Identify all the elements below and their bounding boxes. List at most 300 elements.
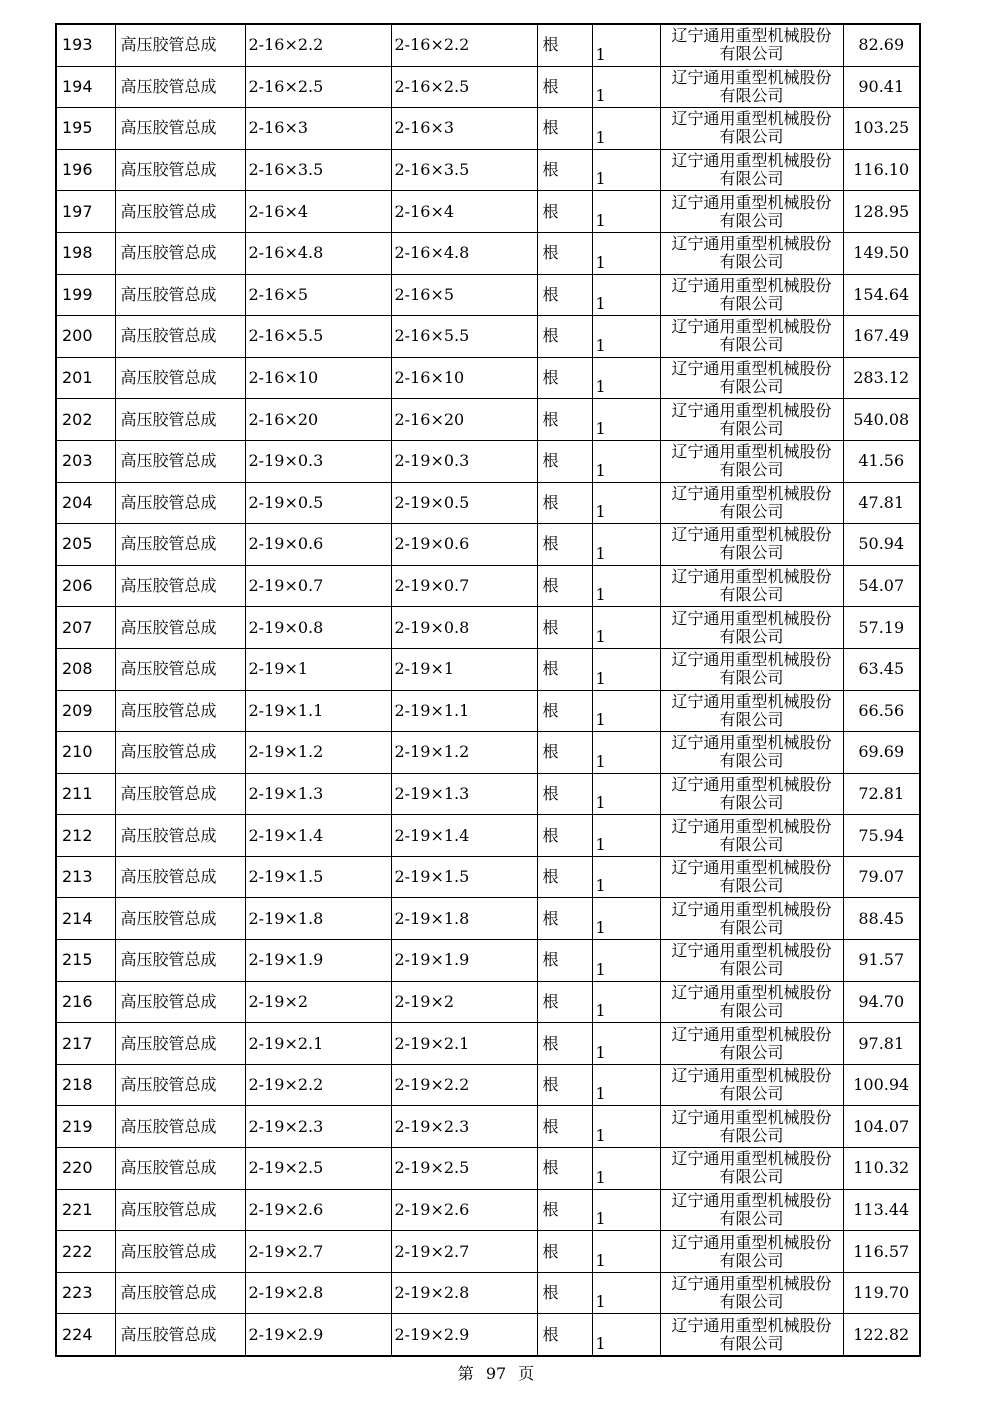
quantity-cell [592, 482, 660, 524]
price-cell: 90.41 [843, 66, 920, 108]
model-cell: 2-19×2.3 [391, 1106, 537, 1148]
manufacturer-cell [660, 316, 843, 358]
table-row [56, 565, 920, 607]
product-name-cell: 高压胶管总成 [115, 815, 245, 857]
manufacturer-line-1: 辽宁通用重型机械股份 [671, 234, 832, 254]
unit-cell: 根 [537, 607, 592, 649]
unit-cell: 根 [537, 399, 592, 441]
table-row [56, 898, 920, 940]
spec-cell: 2-19×0.6 [245, 524, 391, 566]
quantity-value: 1 [595, 377, 606, 397]
quantity-value: 1 [595, 751, 606, 771]
quantity-value: 1 [595, 210, 606, 230]
manufacturer-cell [660, 1023, 843, 1065]
row-number-cell: 195 [56, 108, 115, 150]
quantity-value: 1 [595, 418, 606, 438]
model-cell: 2-16×5 [391, 274, 537, 316]
quantity-cell [592, 1064, 660, 1106]
spec-cell: 2-16×20 [245, 399, 391, 441]
manufacturer-line-1: 辽宁通用重型机械股份 [671, 26, 832, 46]
row-number-cell: 213 [56, 856, 115, 898]
product-name-cell: 高压胶管总成 [115, 981, 245, 1023]
table-row [56, 1189, 920, 1231]
manufacturer-line-1: 辽宁通用重型机械股份 [671, 1066, 832, 1086]
spec-cell: 2-19×2 [245, 981, 391, 1023]
quantity-cell [592, 191, 660, 233]
page-label-suffix: 页 [518, 1364, 535, 1383]
model-cell: 2-19×1.8 [391, 898, 537, 940]
manufacturer-cell [660, 648, 843, 690]
price-cell: 128.95 [843, 191, 920, 233]
quantity-value: 1 [595, 1334, 606, 1353]
manufacturer-cell [660, 1064, 843, 1106]
spec-cell: 2-16×2.5 [245, 66, 391, 108]
row-number-cell: 196 [56, 149, 115, 191]
price-cell: 116.57 [843, 1231, 920, 1273]
manufacturer-line-1: 辽宁通用重型机械股份 [671, 275, 832, 295]
unit-cell: 根 [537, 1148, 592, 1190]
model-cell: 2-16×4.8 [391, 232, 537, 274]
quantity-cell [592, 399, 660, 441]
price-cell: 167.49 [843, 316, 920, 358]
table-row [56, 1314, 920, 1356]
spec-cell: 2-16×5.5 [245, 316, 391, 358]
quantity-cell [592, 981, 660, 1023]
model-cell: 2-19×1.5 [391, 856, 537, 898]
spec-cell: 2-16×2.2 [245, 24, 391, 66]
unit-cell: 根 [537, 981, 592, 1023]
manufacturer-line-1: 辽宁通用重型机械股份 [671, 608, 832, 628]
model-cell: 2-19×2.9 [391, 1314, 537, 1356]
row-number-cell: 212 [56, 815, 115, 857]
manufacturer-line-2: 有限公司 [719, 959, 784, 979]
spec-cell: 2-19×0.3 [245, 440, 391, 482]
page-footer [0, 1361, 992, 1384]
manufacturer-line-1: 辽宁通用重型机械股份 [671, 1024, 832, 1044]
product-name-cell: 高压胶管总成 [115, 565, 245, 607]
quantity-cell [592, 1231, 660, 1273]
quantity-cell [592, 1272, 660, 1314]
unit-cell: 根 [537, 732, 592, 774]
row-number-cell: 224 [56, 1314, 115, 1356]
price-table [55, 23, 921, 1357]
price-cell: 283.12 [843, 357, 920, 399]
manufacturer-line-2: 有限公司 [719, 418, 784, 438]
manufacturer-cell [660, 1148, 843, 1190]
spec-cell: 2-19×2.6 [245, 1189, 391, 1231]
row-number-cell: 200 [56, 316, 115, 358]
table-row [56, 856, 920, 898]
model-cell: 2-19×2.1 [391, 1023, 537, 1065]
price-cell: 100.94 [843, 1064, 920, 1106]
price-cell: 54.07 [843, 565, 920, 607]
model-cell: 2-19×0.3 [391, 440, 537, 482]
manufacturer-line-1: 辽宁通用重型机械股份 [671, 109, 832, 129]
spec-cell: 2-16×4 [245, 191, 391, 233]
quantity-cell [592, 232, 660, 274]
spec-cell: 2-19×1 [245, 648, 391, 690]
manufacturer-line-2: 有限公司 [719, 1167, 784, 1187]
manufacturer-cell [660, 482, 843, 524]
spec-cell: 2-19×1.1 [245, 690, 391, 732]
manufacturer-cell [660, 732, 843, 774]
quantity-cell [592, 856, 660, 898]
quantity-cell [592, 607, 660, 649]
unit-cell: 根 [537, 898, 592, 940]
model-cell: 2-16×2.2 [391, 24, 537, 66]
unit-cell: 根 [537, 1272, 592, 1314]
quantity-value: 1 [595, 585, 606, 605]
model-cell: 2-19×1.9 [391, 940, 537, 982]
price-cell: 104.07 [843, 1106, 920, 1148]
spec-cell: 2-19×2.3 [245, 1106, 391, 1148]
quantity-cell [592, 274, 660, 316]
manufacturer-line-1: 辽宁通用重型机械股份 [671, 567, 832, 587]
price-cell: 540.08 [843, 399, 920, 441]
row-number-cell: 198 [56, 232, 115, 274]
page-label-prefix: 第 [457, 1364, 474, 1383]
spec-cell: 2-16×4.8 [245, 232, 391, 274]
spec-cell: 2-19×0.8 [245, 607, 391, 649]
model-cell: 2-19×0.8 [391, 607, 537, 649]
unit-cell: 根 [537, 232, 592, 274]
model-cell: 2-19×1.2 [391, 732, 537, 774]
quantity-cell [592, 440, 660, 482]
manufacturer-line-1: 辽宁通用重型机械股份 [671, 858, 832, 878]
unit-cell: 根 [537, 565, 592, 607]
quantity-cell [592, 898, 660, 940]
manufacturer-cell [660, 232, 843, 274]
spec-cell: 2-19×2.8 [245, 1272, 391, 1314]
product-name-cell: 高压胶管总成 [115, 732, 245, 774]
row-number-cell: 210 [56, 732, 115, 774]
manufacturer-line-2: 有限公司 [719, 792, 784, 812]
table-row [56, 524, 920, 566]
manufacturer-line-2: 有限公司 [719, 626, 784, 646]
quantity-cell [592, 565, 660, 607]
row-number-cell: 205 [56, 524, 115, 566]
manufacturer-line-1: 辽宁通用重型机械股份 [671, 442, 832, 462]
manufacturer-line-2: 有限公司 [719, 709, 784, 729]
quantity-value: 1 [595, 460, 606, 480]
table-row [56, 357, 920, 399]
unit-cell: 根 [537, 1314, 592, 1356]
price-cell: 119.70 [843, 1272, 920, 1314]
price-cell: 47.81 [843, 482, 920, 524]
product-name-cell: 高压胶管总成 [115, 1148, 245, 1190]
price-cell: 79.07 [843, 856, 920, 898]
table-row [56, 274, 920, 316]
model-cell: 2-19×1.1 [391, 690, 537, 732]
quantity-cell [592, 357, 660, 399]
manufacturer-cell [660, 773, 843, 815]
spec-cell: 2-19×1.3 [245, 773, 391, 815]
spec-cell: 2-19×1.8 [245, 898, 391, 940]
table-row [56, 399, 920, 441]
product-name-cell: 高压胶管总成 [115, 357, 245, 399]
manufacturer-cell [660, 1189, 843, 1231]
quantity-value: 1 [595, 959, 606, 979]
manufacturer-line-2: 有限公司 [719, 1000, 784, 1020]
spec-cell: 2-16×3.5 [245, 149, 391, 191]
product-name-cell: 高压胶管总成 [115, 149, 245, 191]
row-number-cell: 222 [56, 1231, 115, 1273]
table-row [56, 940, 920, 982]
manufacturer-line-1: 辽宁通用重型机械股份 [671, 1149, 832, 1169]
spec-cell: 2-19×1.5 [245, 856, 391, 898]
product-name-cell: 高压胶管总成 [115, 856, 245, 898]
product-name-cell: 高压胶管总成 [115, 482, 245, 524]
price-cell: 110.32 [843, 1148, 920, 1190]
manufacturer-line-1: 辽宁通用重型机械股份 [671, 1190, 832, 1210]
price-cell: 82.69 [843, 24, 920, 66]
manufacturer-line-1: 辽宁通用重型机械股份 [671, 525, 832, 545]
table-row [56, 440, 920, 482]
manufacturer-cell [660, 1106, 843, 1148]
product-name-cell: 高压胶管总成 [115, 1231, 245, 1273]
table-row [56, 108, 920, 150]
manufacturer-line-1: 辽宁通用重型机械股份 [671, 982, 832, 1002]
manufacturer-line-1: 辽宁通用重型机械股份 [671, 733, 832, 753]
price-cell: 41.56 [843, 440, 920, 482]
table-row [56, 1023, 920, 1065]
manufacturer-line-1: 辽宁通用重型机械股份 [671, 941, 832, 961]
quantity-cell [592, 24, 660, 66]
quantity-value: 1 [595, 1250, 606, 1270]
manufacturer-cell [660, 357, 843, 399]
row-number-cell: 217 [56, 1023, 115, 1065]
spec-cell: 2-19×2.5 [245, 1148, 391, 1190]
table-row [56, 1231, 920, 1273]
table-row [56, 690, 920, 732]
model-cell: 2-19×1.4 [391, 815, 537, 857]
manufacturer-line-1: 辽宁通用重型机械股份 [671, 359, 832, 379]
manufacturer-line-1: 辽宁通用重型机械股份 [671, 899, 832, 919]
spec-cell: 2-19×2.2 [245, 1064, 391, 1106]
product-name-cell: 高压胶管总成 [115, 607, 245, 649]
price-cell: 69.69 [843, 732, 920, 774]
manufacturer-cell [660, 898, 843, 940]
price-cell: 113.44 [843, 1189, 920, 1231]
manufacturer-line-2: 有限公司 [719, 1250, 784, 1270]
model-cell: 2-19×2.2 [391, 1064, 537, 1106]
price-cell: 97.81 [843, 1023, 920, 1065]
row-number-cell: 214 [56, 898, 115, 940]
manufacturer-line-2: 有限公司 [719, 1333, 784, 1353]
model-cell: 2-19×0.7 [391, 565, 537, 607]
product-name-cell: 高压胶管总成 [115, 24, 245, 66]
manufacturer-cell [660, 1231, 843, 1273]
manufacturer-cell [660, 66, 843, 108]
quantity-cell [592, 690, 660, 732]
unit-cell: 根 [537, 856, 592, 898]
unit-cell: 根 [537, 1023, 592, 1065]
quantity-value: 1 [595, 294, 606, 314]
spec-cell: 2-19×1.2 [245, 732, 391, 774]
quantity-value: 1 [595, 626, 606, 646]
price-cell: 122.82 [843, 1314, 920, 1356]
manufacturer-line-2: 有限公司 [719, 668, 784, 688]
manufacturer-line-1: 辽宁通用重型机械股份 [671, 1107, 832, 1127]
row-number-cell: 199 [56, 274, 115, 316]
product-name-cell: 高压胶管总成 [115, 773, 245, 815]
product-name-cell: 高压胶管总成 [115, 1272, 245, 1314]
unit-cell: 根 [537, 648, 592, 690]
manufacturer-cell [660, 149, 843, 191]
table-row [56, 316, 920, 358]
quantity-cell [592, 316, 660, 358]
row-number-cell: 219 [56, 1106, 115, 1148]
product-name-cell: 高压胶管总成 [115, 1189, 245, 1231]
model-cell: 2-19×1.3 [391, 773, 537, 815]
manufacturer-line-1: 辽宁通用重型机械股份 [671, 192, 832, 212]
row-number-cell: 203 [56, 440, 115, 482]
manufacturer-cell [660, 399, 843, 441]
product-name-cell: 高压胶管总成 [115, 1106, 245, 1148]
manufacturer-line-2: 有限公司 [719, 127, 784, 147]
model-cell: 2-16×5.5 [391, 316, 537, 358]
spec-cell: 2-19×0.7 [245, 565, 391, 607]
product-name-cell: 高压胶管总成 [115, 1314, 245, 1356]
product-name-cell: 高压胶管总成 [115, 1064, 245, 1106]
unit-cell: 根 [537, 191, 592, 233]
quantity-cell [592, 1023, 660, 1065]
table-row [56, 732, 920, 774]
product-name-cell: 高压胶管总成 [115, 940, 245, 982]
quantity-cell [592, 149, 660, 191]
price-cell: 66.56 [843, 690, 920, 732]
quantity-value: 1 [595, 1167, 606, 1187]
quantity-value: 1 [595, 1042, 606, 1062]
product-name-cell: 高压胶管总成 [115, 66, 245, 108]
quantity-cell [592, 1106, 660, 1148]
row-number-cell: 216 [56, 981, 115, 1023]
quantity-value: 1 [595, 876, 606, 896]
unit-cell: 根 [537, 690, 592, 732]
product-name-cell: 高压胶管总成 [115, 1023, 245, 1065]
price-cell: 103.25 [843, 108, 920, 150]
model-cell: 2-19×2.7 [391, 1231, 537, 1273]
spec-cell: 2-19×2.1 [245, 1023, 391, 1065]
unit-cell: 根 [537, 1231, 592, 1273]
table-row [56, 232, 920, 274]
quantity-cell [592, 773, 660, 815]
row-number-cell: 209 [56, 690, 115, 732]
manufacturer-line-1: 辽宁通用重型机械股份 [671, 650, 832, 670]
manufacturer-line-2: 有限公司 [719, 1125, 784, 1145]
price-cell: 88.45 [843, 898, 920, 940]
manufacturer-line-1: 辽宁通用重型机械股份 [671, 1274, 832, 1294]
spec-cell: 2-19×2.7 [245, 1231, 391, 1273]
manufacturer-line-1: 辽宁通用重型机械股份 [671, 400, 832, 420]
manufacturer-cell [660, 940, 843, 982]
spec-cell: 2-19×0.5 [245, 482, 391, 524]
unit-cell: 根 [537, 1064, 592, 1106]
quantity-value: 1 [595, 1084, 606, 1104]
price-cell: 72.81 [843, 773, 920, 815]
quantity-value: 1 [595, 668, 606, 688]
unit-cell: 根 [537, 524, 592, 566]
price-cell: 63.45 [843, 648, 920, 690]
table-row [56, 1106, 920, 1148]
price-cell: 154.64 [843, 274, 920, 316]
model-cell: 2-16×20 [391, 399, 537, 441]
model-cell: 2-19×2 [391, 981, 537, 1023]
manufacturer-line-1: 辽宁通用重型机械股份 [671, 1232, 832, 1252]
table-row [56, 981, 920, 1023]
product-name-cell: 高压胶管总成 [115, 232, 245, 274]
manufacturer-line-2: 有限公司 [719, 1292, 784, 1312]
quantity-value: 1 [595, 335, 606, 355]
manufacturer-line-2: 有限公司 [719, 543, 784, 563]
quantity-value: 1 [595, 543, 606, 563]
price-cell: 94.70 [843, 981, 920, 1023]
product-name-cell: 高压胶管总成 [115, 274, 245, 316]
unit-cell: 根 [537, 1106, 592, 1148]
table-row [56, 149, 920, 191]
product-name-cell: 高压胶管总成 [115, 898, 245, 940]
unit-cell: 根 [537, 274, 592, 316]
table-row [56, 1148, 920, 1190]
quantity-value: 1 [595, 793, 606, 813]
quantity-cell [592, 66, 660, 108]
model-cell: 2-16×10 [391, 357, 537, 399]
manufacturer-cell [660, 108, 843, 150]
row-number-cell: 194 [56, 66, 115, 108]
model-cell: 2-19×2.8 [391, 1272, 537, 1314]
manufacturer-line-2: 有限公司 [719, 751, 784, 771]
spec-cell: 2-19×2.9 [245, 1314, 391, 1356]
unit-cell: 根 [537, 149, 592, 191]
unit-cell: 根 [537, 815, 592, 857]
table-row [56, 648, 920, 690]
manufacturer-cell [660, 607, 843, 649]
manufacturer-line-1: 辽宁通用重型机械股份 [671, 1315, 832, 1335]
manufacturer-line-2: 有限公司 [719, 210, 784, 230]
quantity-value: 1 [595, 918, 606, 938]
unit-cell: 根 [537, 316, 592, 358]
manufacturer-line-2: 有限公司 [719, 501, 784, 521]
model-cell: 2-16×4 [391, 191, 537, 233]
manufacturer-cell [660, 274, 843, 316]
manufacturer-line-2: 有限公司 [719, 169, 784, 189]
manufacturer-line-1: 辽宁通用重型机械股份 [671, 691, 832, 711]
product-name-cell: 高压胶管总成 [115, 399, 245, 441]
manufacturer-line-1: 辽宁通用重型机械股份 [671, 67, 832, 87]
spec-cell: 2-16×5 [245, 274, 391, 316]
quantity-cell [592, 108, 660, 150]
manufacturer-line-2: 有限公司 [719, 1208, 784, 1228]
manufacturer-cell [660, 1272, 843, 1314]
manufacturer-cell [660, 815, 843, 857]
quantity-value: 1 [595, 86, 606, 106]
product-name-cell: 高压胶管总成 [115, 440, 245, 482]
manufacturer-cell [660, 565, 843, 607]
quantity-value: 1 [595, 1209, 606, 1229]
price-cell: 91.57 [843, 940, 920, 982]
manufacturer-line-2: 有限公司 [719, 1084, 784, 1104]
table-row [56, 773, 920, 815]
row-number-cell: 193 [56, 24, 115, 66]
quantity-cell [592, 1314, 660, 1356]
manufacturer-line-1: 辽宁通用重型机械股份 [671, 317, 832, 337]
unit-cell: 根 [537, 773, 592, 815]
model-cell: 2-16×2.5 [391, 66, 537, 108]
product-name-cell: 高压胶管总成 [115, 108, 245, 150]
model-cell: 2-19×2.5 [391, 1148, 537, 1190]
manufacturer-line-2: 有限公司 [719, 44, 784, 64]
table-row [56, 1272, 920, 1314]
